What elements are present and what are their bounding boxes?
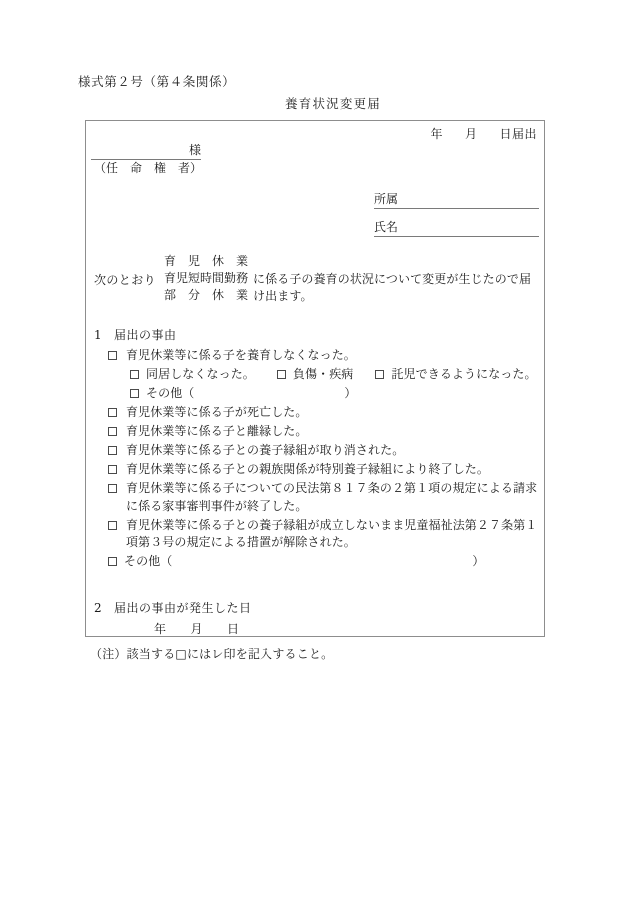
form-number: 様式第２号（第４条関係） — [78, 74, 236, 89]
other-reason-label — [124, 553, 485, 571]
section-2-number: 2 — [94, 601, 103, 615]
declaration-lead: 次のとおり — [94, 273, 157, 287]
list-item — [130, 366, 538, 384]
section-2-title: 届出の事由が発生した日 — [114, 601, 252, 615]
affiliation-label: 所属 — [374, 192, 399, 206]
checkbox-icon[interactable] — [108, 446, 117, 455]
declaration-leave-type-options — [164, 253, 248, 304]
addressee-honorific: 様 — [188, 143, 201, 157]
page-title: 養育状況変更届 — [285, 96, 381, 111]
checkbox-icon[interactable] — [108, 351, 117, 360]
leave-type-option[interactable]: 部分休業 — [164, 288, 249, 302]
checkbox-icon[interactable] — [375, 370, 384, 379]
declaration-sentence — [94, 253, 536, 305]
checkbox-icon[interactable] — [108, 465, 117, 474]
section-1-heading — [94, 326, 538, 343]
footnote: （注）該当する□にはレ印を記入すること。 — [90, 647, 334, 661]
occurrence-date-row[interactable] — [154, 620, 536, 637]
list-item-label: 育児休業等に係る子との親族関係が特別養子縁組により終了した。 — [126, 462, 490, 476]
leave-type-option[interactable]: 育児休業 — [164, 254, 249, 268]
checkbox-icon[interactable] — [108, 408, 117, 417]
checkbox-icon[interactable] — [108, 427, 117, 436]
submission-date-row — [430, 125, 537, 142]
leave-type-option[interactable]: 育児短時間勤務 — [164, 271, 249, 285]
form-body-box — [85, 120, 545, 637]
section-reasons — [94, 326, 538, 572]
submission-year-label: 年 — [430, 127, 443, 141]
sub-other-label — [146, 385, 357, 403]
affiliation-field[interactable] — [374, 190, 539, 209]
sub-option[interactable] — [277, 366, 354, 384]
list-item[interactable] — [108, 480, 538, 515]
section-occurrence-date — [94, 599, 536, 637]
section-2-heading — [94, 599, 536, 616]
other-reason-text-after: ） — [472, 554, 485, 568]
list-item-label: 育児休業等に係る子を養育しなくなった。 — [126, 348, 356, 362]
sub-option-label: 負傷・疾病 — [292, 367, 354, 381]
sub-option-label: 同居しなくなった。 — [146, 367, 255, 381]
submission-day-label: 日届出 — [499, 127, 537, 141]
occurrence-year-label: 年 — [154, 622, 167, 636]
sub-other-text-before: その他（ — [146, 386, 195, 400]
checkbox-icon[interactable] — [108, 557, 117, 566]
checkbox-icon[interactable] — [130, 389, 139, 398]
list-item[interactable] — [108, 553, 538, 571]
reason-checkbox-list — [94, 347, 538, 571]
sub-other-text-after: ） — [344, 386, 357, 400]
occurrence-month-label: 月 — [190, 622, 204, 636]
checkbox-icon[interactable] — [130, 370, 139, 379]
list-item[interactable] — [108, 517, 538, 552]
list-item[interactable] — [108, 404, 538, 422]
section-1-title: 届出の事由 — [114, 328, 177, 342]
checkbox-icon[interactable] — [277, 370, 286, 379]
occurrence-day-label: 日 — [227, 622, 240, 636]
name-field[interactable] — [374, 218, 539, 237]
checkbox-icon[interactable] — [108, 521, 117, 530]
sub-option[interactable] — [130, 366, 255, 384]
other-reason-text-before: その他（ — [124, 554, 173, 568]
list-item-label: 育児休業等に係る子についての民法第８１７条の２第１項の規定による請求に係る家事審判事件が終了した。 — [126, 481, 538, 513]
section-1-number: 1 — [94, 328, 103, 342]
submission-month-label: 月 — [464, 127, 478, 141]
appointer-label: （任 命 権 者） — [94, 161, 203, 175]
list-item-label: 育児休業等に係る子との養子縁組が成立しないまま児童福祉法第２７条第１項第３号の規定による措置が解除された。 — [126, 517, 538, 549]
sub-option-label: 託児できるようになった。 — [391, 367, 537, 381]
name-label: 氏名 — [374, 220, 399, 234]
checkbox-icon[interactable] — [108, 484, 117, 493]
declaration-tail: に係る子の養育の状況について変更が生じたので届け出ます。 — [253, 272, 532, 303]
sub-option[interactable] — [375, 366, 536, 384]
list-item[interactable] — [108, 423, 538, 441]
list-item[interactable] — [108, 461, 538, 479]
addressee-input-line[interactable] — [91, 141, 201, 160]
list-item[interactable] — [108, 442, 538, 460]
list-item-label: 育児休業等に係る子との養子縁組が取り消された。 — [126, 443, 405, 457]
list-item-label: 育児休業等に係る子と離縁した。 — [126, 424, 308, 438]
applicant-field-group — [374, 190, 539, 246]
list-item-label: 育児休業等に係る子が死亡した。 — [126, 405, 308, 419]
list-item[interactable] — [130, 385, 538, 403]
list-item[interactable] — [108, 347, 538, 365]
